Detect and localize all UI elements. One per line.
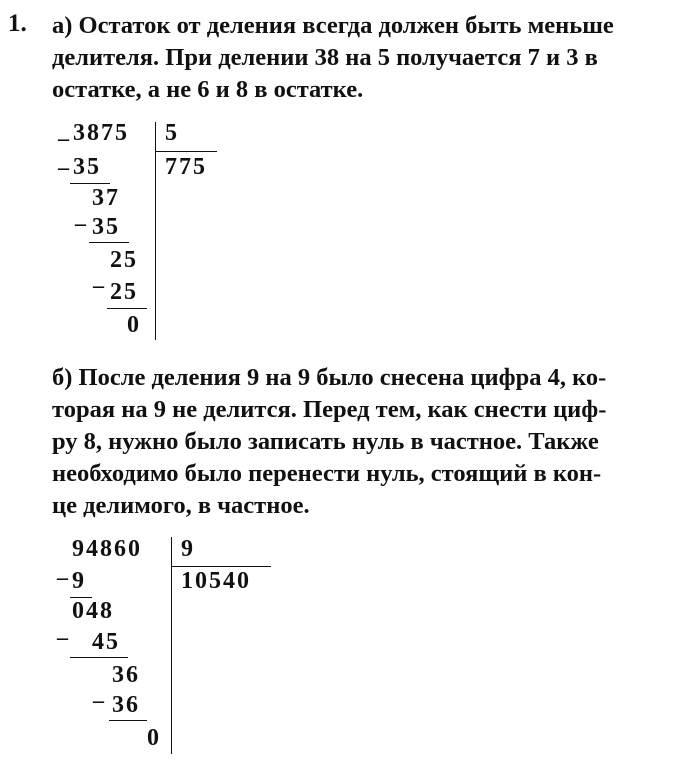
- step-line: [109, 720, 147, 721]
- quotient: 775: [165, 154, 207, 180]
- step-line: [70, 657, 128, 658]
- minus-sign: _: [57, 557, 70, 582]
- minus-sign: _: [93, 680, 106, 705]
- minus-sign: _: [93, 265, 106, 290]
- problem-number: 1.: [8, 10, 27, 37]
- minus-sign: _: [75, 203, 88, 228]
- part-b-line: необходимо было перенести нуль, стоящий в кон-: [52, 460, 602, 487]
- remainder: 36: [112, 662, 140, 688]
- minus-sign: _: [57, 617, 70, 642]
- minus-sign: _: [58, 118, 71, 143]
- subtrahend: 45: [92, 629, 120, 655]
- final-remainder: 0: [127, 312, 141, 338]
- division-vertical-line: [171, 537, 172, 754]
- divisor: 9: [181, 536, 195, 562]
- subtrahend: 35: [92, 214, 120, 240]
- part-b-line: це делимого, в частное.: [52, 492, 310, 519]
- dividend: 94860: [72, 536, 142, 562]
- divisor: 5: [165, 120, 179, 146]
- remainder: 048: [72, 598, 114, 624]
- divisor-underline: [171, 566, 271, 567]
- remainder: 25: [110, 247, 138, 273]
- subtrahend: 9: [72, 568, 86, 594]
- subtrahend: 36: [112, 692, 140, 718]
- part-b-line: торая на 9 не делится. Перед тем, как снести циф-: [52, 396, 607, 423]
- quotient: 10540: [181, 568, 251, 594]
- remainder: 37: [92, 185, 120, 211]
- part-a-line: делителя. При делении 38 на 5 получается 7 и 3 в: [52, 44, 598, 71]
- subtrahend: 25: [110, 279, 138, 305]
- minus-sign: _: [58, 147, 71, 172]
- final-remainder: 0: [147, 725, 161, 751]
- part-b-line: б) После деления 9 на 9 было снесена цифра 4, ко-: [52, 364, 607, 391]
- dividend: 3875: [73, 120, 129, 146]
- part-a-line: а) Остаток от деления всегда должен быть меньше: [52, 12, 614, 39]
- subtrahend: 35: [73, 154, 101, 180]
- part-b-line: ру 8, нужно было записать нуль в частное. Также: [52, 428, 599, 455]
- part-a-line: остатке, а не 6 и 8 в остатке.: [52, 76, 364, 103]
